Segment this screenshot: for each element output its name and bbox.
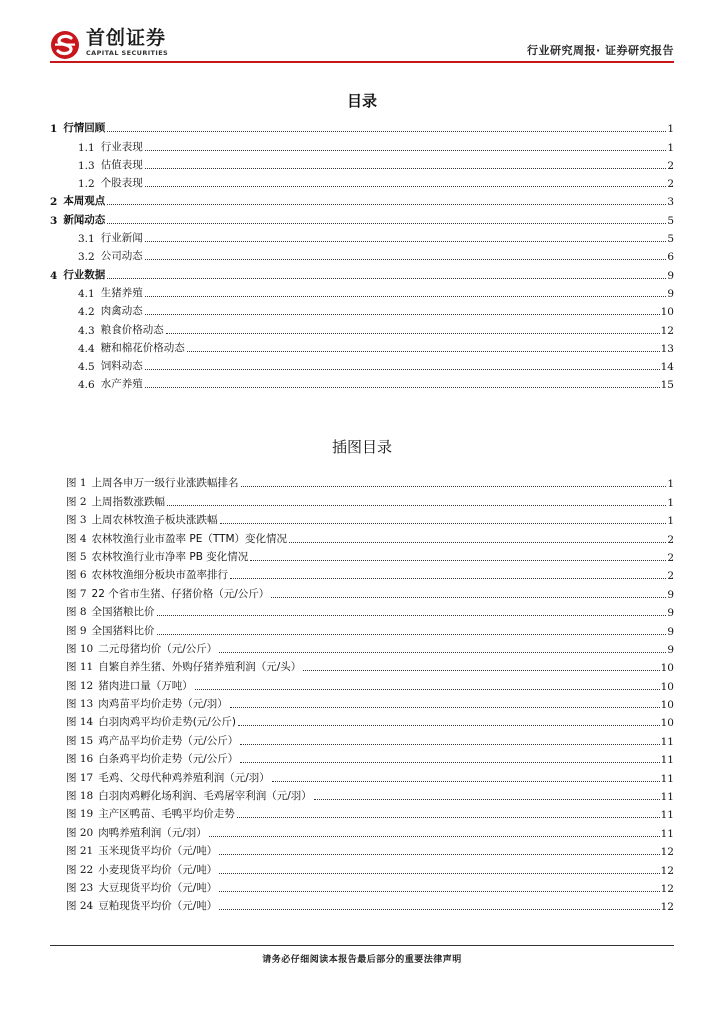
toc-entry-leader-dots: [107, 131, 666, 132]
figure-entry-page: 12: [660, 901, 674, 914]
figure-entry[interactable]: [50, 877, 674, 895]
figure-entry-title: 自繁自养生猪、外购仔猪养殖利润（元/头）: [98, 661, 302, 674]
toc-entry-num: 2: [50, 196, 58, 209]
figure-entry-leader-dots: [303, 670, 659, 671]
toc-entry[interactable]: [50, 135, 674, 153]
logo-text: [86, 28, 168, 58]
toc-entry-num: 3: [50, 214, 58, 227]
figure-entry[interactable]: [50, 711, 674, 729]
figure-entry-page: 11: [660, 809, 674, 822]
figure-entry-title: 二元母猪均价（元/公斤）: [98, 642, 218, 655]
figure-entry[interactable]: [50, 638, 674, 656]
figure-entry-page: 9: [667, 643, 674, 656]
toc-entry-title: 生猪养殖: [100, 286, 143, 299]
toc-entry-leader-dots: [145, 186, 667, 187]
figure-entry[interactable]: [50, 821, 674, 839]
footer-divider: [50, 945, 674, 946]
figure-index-title: 插图目录: [331, 438, 392, 456]
figure-entry-title: 玉米现货平均价（元/吨）: [98, 845, 218, 858]
figure-entry[interactable]: [50, 490, 674, 508]
figure-entry-num: 图 6: [66, 569, 87, 582]
figure-entry-num: 图 10: [66, 642, 94, 655]
figure-entry-leader-dots: [271, 597, 666, 598]
figure-entry-num: 图 16: [66, 753, 94, 766]
toc-entry-page: 2: [667, 159, 674, 172]
toc-entry-page: 15: [660, 379, 674, 392]
toc-entry-leader-dots: [107, 204, 666, 205]
figure-entry-page: 2: [667, 551, 674, 564]
figure-entry-num: 图 7: [66, 587, 87, 600]
toc-entry-page: 12: [660, 324, 674, 337]
toc-entry-title: 粮食价格动态: [100, 323, 164, 336]
figure-entry-leader-dots: [209, 836, 660, 837]
toc-entry[interactable]: [50, 282, 674, 300]
toc-entry[interactable]: [50, 318, 674, 336]
figure-entry-page: 11: [660, 735, 674, 748]
figure-entry[interactable]: [50, 582, 674, 600]
report-type-label: 行业研究周报· 证券研究报告: [526, 44, 674, 57]
toc-entry-num: 3.2: [78, 251, 95, 264]
figure-entry-leader-dots: [250, 560, 666, 561]
figure-entry-title: 鸡产品平均价走势（元/公斤）: [98, 734, 239, 747]
figure-entry-title: 全国猪料比价: [91, 624, 155, 637]
figure-entry-num: 图 2: [66, 495, 87, 508]
figure-entry-num: 图 8: [66, 606, 87, 619]
toc-entry-num: 1.1: [78, 141, 95, 154]
figure-entry-page: 11: [660, 772, 674, 785]
toc-entry-num: 4.6: [78, 379, 95, 392]
toc-entry-page: 1: [667, 123, 674, 136]
figure-entry-title: 豆粕现货平均价（元/吨）: [98, 900, 218, 913]
toc-entry-page: 5: [667, 214, 674, 227]
figure-entry[interactable]: [50, 840, 674, 858]
toc-entry-page: 2: [667, 178, 674, 191]
figure-entry-page: 10: [660, 717, 674, 730]
toc-entry-num: 4.5: [78, 361, 95, 374]
figure-entry-page: 1: [667, 515, 674, 528]
figure-entry-num: 图 19: [66, 808, 94, 821]
logo-chinese-name: 首创证券: [86, 27, 167, 49]
toc-entry-title: 本周观点: [63, 195, 106, 208]
figure-entry[interactable]: [50, 729, 674, 747]
figure-entry-num: 图 21: [66, 845, 94, 858]
toc-list: [50, 117, 674, 391]
figure-entry-page: 1: [667, 496, 674, 509]
toc-entry-page: 5: [667, 233, 674, 246]
figure-entry-leader-dots: [219, 652, 666, 653]
figure-entry-num: 图 11: [66, 661, 94, 674]
page-header: [50, 28, 674, 64]
figure-entry-title: 肉鸡苗平均价走势（元/羽）: [98, 698, 228, 711]
toc-entry[interactable]: [50, 190, 674, 208]
figure-entry[interactable]: [50, 858, 674, 876]
toc-entry[interactable]: [50, 227, 674, 245]
figure-entry-leader-dots: [157, 615, 667, 616]
toc-entry-page: 9: [667, 287, 674, 300]
toc-entry[interactable]: [50, 245, 674, 263]
toc-entry-title: 肉禽动态: [100, 305, 143, 318]
figure-entry-page: 11: [660, 791, 674, 804]
toc-entry-num: 4.3: [78, 324, 95, 337]
toc-entry-page: 14: [660, 361, 674, 374]
toc-entry-leader-dots: [145, 241, 667, 242]
figure-entry[interactable]: [50, 564, 674, 582]
figure-entry[interactable]: [50, 766, 674, 784]
figure-entry[interactable]: [50, 674, 674, 692]
figure-entry-title: 上周各申万一级行业涨跌幅排名: [91, 477, 239, 490]
toc-entry-page: 13: [660, 342, 674, 355]
figure-entry-title: 农林牧渔行业市盈率 PE（TTM）变化情况: [91, 532, 288, 545]
figure-entry-page: 11: [660, 827, 674, 840]
toc-entry[interactable]: [50, 337, 674, 355]
figure-entry-num: 图 5: [66, 550, 87, 563]
figure-entry-page: 9: [667, 625, 674, 638]
figure-entry[interactable]: [50, 656, 674, 674]
figure-entry-leader-dots: [219, 854, 659, 855]
figure-entry-page: 11: [660, 754, 674, 767]
toc-entry[interactable]: [50, 373, 674, 391]
toc-entry-page: 1: [667, 141, 674, 154]
toc-entry-page: 3: [667, 196, 674, 209]
figure-entry-page: 1: [667, 478, 674, 491]
figure-entry-num: 图 18: [66, 790, 94, 803]
figure-entry-leader-dots: [230, 578, 666, 579]
figure-entry-title: 主产区鸭苗、毛鸭平均价走势: [98, 808, 235, 821]
toc-entry-num: 4.1: [78, 287, 95, 300]
figure-entry-leader-dots: [238, 725, 660, 726]
figure-entry-num: 图 9: [66, 624, 87, 637]
toc-entry-leader-dots: [166, 333, 660, 334]
toc-entry-num: 4.2: [78, 306, 95, 319]
figure-entry-title: 上周农林牧渔子板块涨跌幅: [91, 514, 218, 527]
figure-list: [50, 472, 674, 913]
toc-entry-num: 4.4: [78, 342, 95, 355]
toc-entry[interactable]: [50, 117, 674, 135]
figure-entry[interactable]: [50, 693, 674, 711]
figure-entry[interactable]: [50, 619, 674, 637]
figure-entry-title: 全国猪粮比价: [91, 606, 155, 619]
toc-entry-title: 公司动态: [100, 250, 143, 263]
toc-entry-page: 9: [667, 269, 674, 282]
figure-entry-num: 图 4: [66, 532, 87, 545]
toc-entry-num: 1.2: [78, 178, 95, 191]
toc-entry-num: 4: [50, 269, 58, 282]
toc-entry-title: 行业数据: [63, 268, 106, 281]
figure-entry-title: 毛鸡、父母代种鸡养殖利润（元/羽）: [98, 771, 270, 784]
toc-entry-leader-dots: [145, 150, 667, 151]
toc-entry-title: 饲料动态: [100, 360, 143, 373]
figure-entry-leader-dots: [220, 523, 667, 524]
figure-entry-num: 图 13: [66, 698, 94, 711]
figure-entry-title: 大豆现货平均价（元/吨）: [98, 881, 218, 894]
figure-entry-num: 图 15: [66, 734, 94, 747]
figure-entry-title: 白羽肉鸡平均价走势(元/公斤): [98, 716, 236, 729]
figure-entry-leader-dots: [240, 744, 659, 745]
figure-entry-page: 2: [667, 533, 674, 546]
figure-entry-page: 9: [667, 588, 674, 601]
company-logo: [50, 28, 168, 60]
figure-entry-title: 白条鸡平均价走势（元/公斤）: [98, 753, 239, 766]
figure-entry-num: 图 24: [66, 900, 94, 913]
toc-entry[interactable]: [50, 355, 674, 373]
figure-entry-leader-dots: [272, 781, 660, 782]
toc-entry[interactable]: [50, 300, 674, 318]
toc-entry-title: 糖和棉花价格动态: [100, 341, 185, 354]
toc-entry-title: 行业新闻: [100, 232, 143, 245]
figure-entry-title: 上周指数涨跌幅: [91, 495, 166, 508]
toc-entry[interactable]: [50, 263, 674, 281]
toc-entry-page: 6: [667, 251, 674, 264]
toc-entry-title: 行情回顾: [63, 122, 106, 135]
toc-entry-leader-dots: [187, 351, 660, 352]
figure-entry-leader-dots: [314, 799, 660, 800]
logo-english-name: CAPITAL SECURITIES: [86, 49, 169, 57]
toc-entry-leader-dots: [145, 314, 660, 315]
toc-entry[interactable]: [50, 154, 674, 172]
figure-entry-leader-dots: [240, 762, 659, 763]
toc-entry-leader-dots: [145, 369, 660, 370]
toc-entry[interactable]: [50, 172, 674, 190]
toc-entry-title: 新闻动态: [63, 213, 106, 226]
toc-entry-num: 1: [50, 123, 58, 136]
toc-entry-leader-dots: [145, 168, 667, 169]
toc-entry[interactable]: [50, 208, 674, 226]
toc-entry-num: 3.1: [78, 233, 95, 246]
figure-entry[interactable]: [50, 748, 674, 766]
toc-entry-leader-dots: [145, 387, 660, 388]
figure-entry-page: 10: [660, 699, 674, 712]
figure-entry-num: 图 22: [66, 863, 94, 876]
figure-entry-leader-dots: [219, 909, 659, 910]
toc-entry-leader-dots: [107, 278, 666, 279]
figure-entry-title: 小麦现货平均价（元/吨）: [98, 863, 218, 876]
toc-title: 目录: [346, 92, 377, 110]
toc-entry-leader-dots: [145, 259, 667, 260]
capital-securities-logo-icon: [50, 30, 80, 60]
toc-entry-page: 10: [660, 306, 674, 319]
figure-entry-title: 农林牧渔行业市净率 PB 变化情况: [91, 550, 249, 563]
figure-index: [50, 436, 674, 913]
figure-entry-title: 白羽肉鸡孵化场利润、毛鸡屠宰利润（元/羽）: [98, 790, 312, 803]
figure-entry-page: 12: [660, 882, 674, 895]
figure-entry-title: 农林牧渔细分板块市盈率排行: [91, 569, 229, 582]
figure-entry-num: 图 23: [66, 881, 94, 894]
figure-entry-num: 图 1: [66, 477, 87, 490]
figure-entry-leader-dots: [195, 689, 660, 690]
figure-entry-leader-dots: [237, 817, 660, 818]
table-of-contents: [50, 90, 674, 391]
figure-entry-num: 图 20: [66, 826, 94, 839]
figure-entry[interactable]: [50, 546, 674, 564]
figure-entry[interactable]: [50, 601, 674, 619]
figure-entry[interactable]: [50, 472, 674, 490]
figure-entry-page: 12: [660, 864, 674, 877]
figure-entry[interactable]: [50, 785, 674, 803]
figure-entry-page: 2: [667, 570, 674, 583]
toc-entry-title: 估值表现: [100, 158, 143, 171]
figure-entry[interactable]: [50, 803, 674, 821]
figure-entry-title: 猪肉进口量（万吨）: [98, 679, 193, 692]
figure-entry[interactable]: [50, 527, 674, 545]
toc-entry-num: 1.3: [78, 159, 95, 172]
figure-entry-page: 12: [660, 846, 674, 859]
figure-entry-leader-dots: [241, 486, 667, 487]
figure-entry-title: 22 个省市生猪、仔猪价格（元/公斤）: [91, 587, 270, 600]
figure-entry-num: 图 12: [66, 679, 94, 692]
header-divider: [50, 61, 674, 63]
figure-entry-num: 图 17: [66, 771, 94, 784]
figure-entry-page: 9: [667, 607, 674, 620]
toc-entry-leader-dots: [107, 223, 666, 224]
figure-entry-leader-dots: [289, 542, 666, 543]
figure-entry-num: 图 14: [66, 716, 94, 729]
figure-entry-num: 图 3: [66, 514, 87, 527]
toc-entry-title: 行业表现: [100, 140, 143, 153]
legal-disclaimer: 请务必仔细阅读本报告最后部分的重要法律声明: [262, 955, 462, 965]
figure-entry-page: 10: [660, 680, 674, 693]
figure-entry-leader-dots: [230, 707, 660, 708]
figure-entry-leader-dots: [219, 873, 659, 874]
figure-entry-title: 肉鸭养殖利润（元/羽）: [98, 826, 207, 839]
figure-entry-page: 10: [660, 662, 674, 675]
figure-entry-leader-dots: [157, 634, 667, 635]
toc-entry-title: 个股表现: [100, 177, 143, 190]
toc-entry-title: 水产养殖: [100, 378, 143, 391]
figure-entry[interactable]: [50, 509, 674, 527]
figure-entry-leader-dots: [167, 505, 666, 506]
figure-entry-leader-dots: [219, 891, 659, 892]
toc-entry-leader-dots: [145, 296, 667, 297]
figure-entry[interactable]: [50, 895, 674, 913]
